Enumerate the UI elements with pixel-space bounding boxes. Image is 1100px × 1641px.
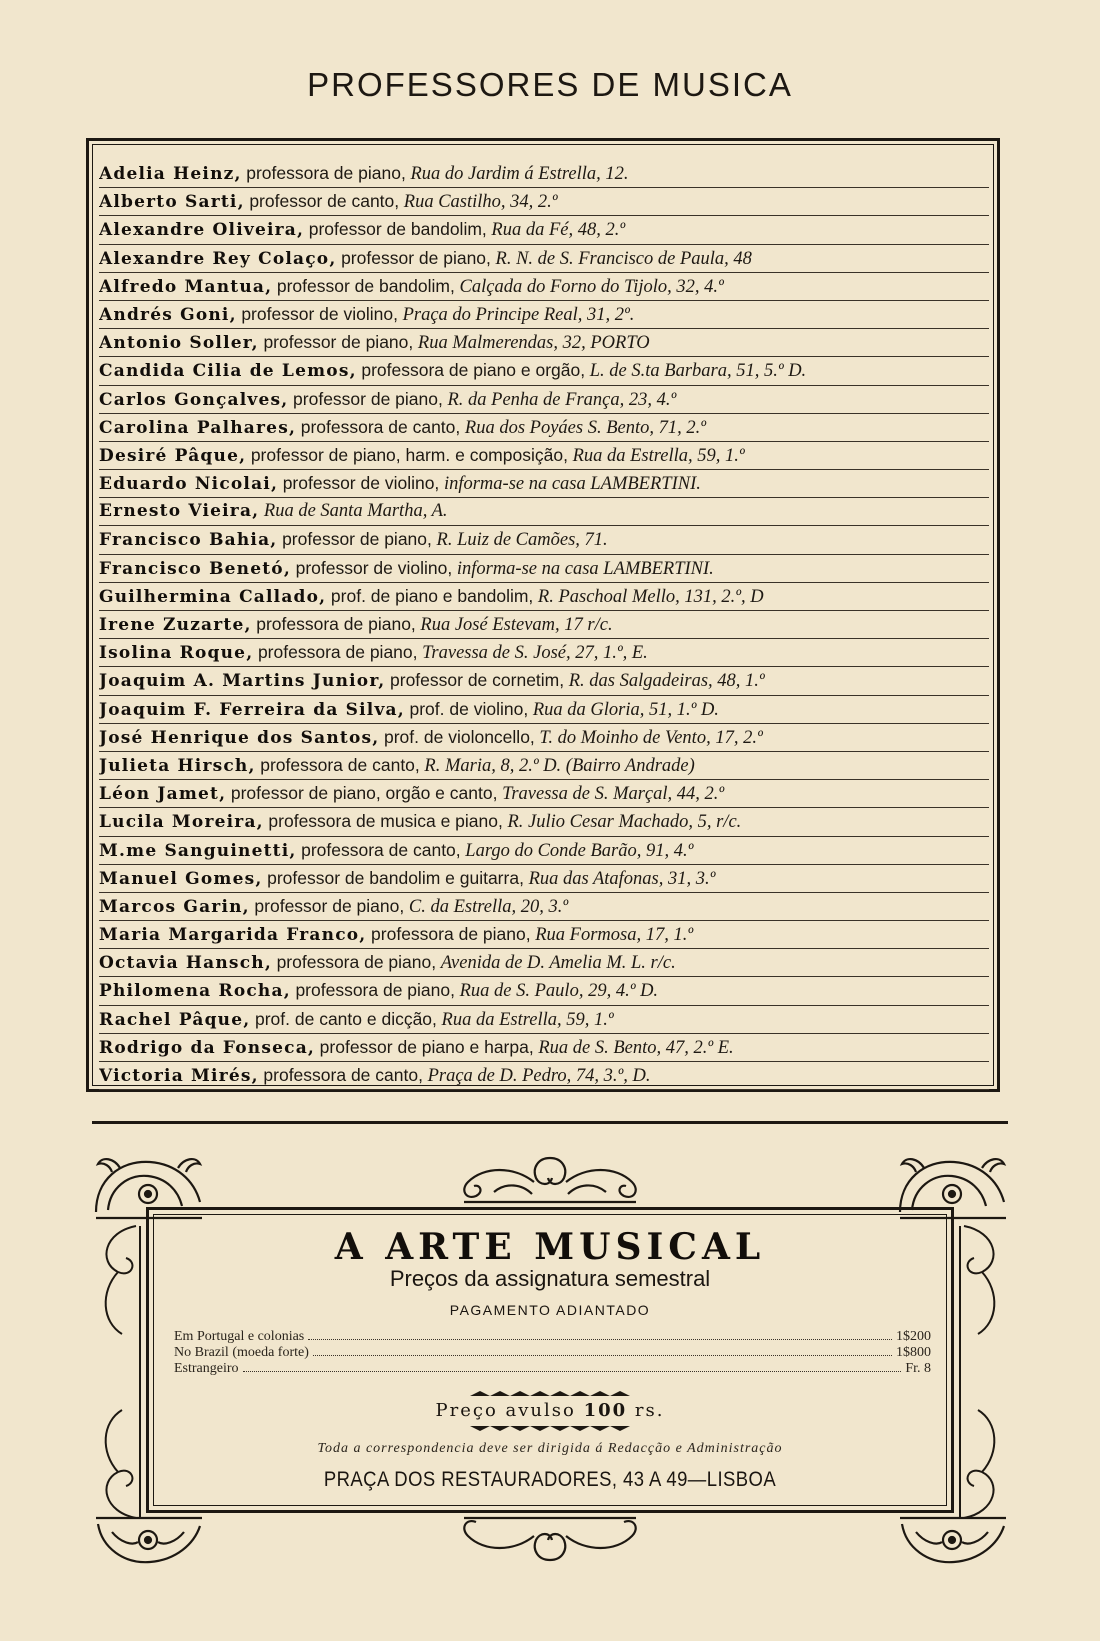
teacher-role: professor de bandolim e guitarra, <box>267 867 524 888</box>
directory-entry <box>99 301 989 329</box>
payment-note: PAGAMENTO ADIANTADO <box>449 1302 651 1318</box>
teacher-address: Praça de D. Pedro, 74, 3.º, D. <box>427 1066 651 1086</box>
teacher-name: Victoria Mirés, <box>99 1066 259 1086</box>
teacher-role: professor de violino, <box>295 557 453 578</box>
teacher-name: Julieta Hirsch, <box>99 755 256 776</box>
price-row <box>174 1361 931 1377</box>
single-issue-price <box>0 1400 1100 1421</box>
single-issue-unit: rs. <box>634 1400 665 1421</box>
teacher-role: professora de piano e orgão, <box>361 360 586 381</box>
teacher-address: R. N. de S. Francisco de Paula, 48 <box>495 248 752 269</box>
teacher-name: Joaquim F. Ferreira da Silva, <box>99 699 405 720</box>
directory-entry <box>99 893 989 921</box>
single-issue-label: Preço avulso <box>435 1400 576 1421</box>
teacher-name: Carlos Gonçalves, <box>99 389 289 410</box>
decorative-rule-lower <box>470 1424 630 1432</box>
teacher-role: professor de canto, <box>249 191 400 212</box>
teacher-name: Alexandre Oliveira, <box>99 220 305 241</box>
teacher-address: R. Julio Cesar Machado, 5, r/c. <box>507 812 742 833</box>
correspondence-note: Toda a correspondencia deve ser dirigida á Redacção e Administração <box>317 1441 783 1456</box>
teacher-role: professor de piano, <box>263 332 414 353</box>
teacher-address: Rua Malmerendas, 32, PORTO <box>417 333 650 354</box>
advert-title: A ARTE MUSICAL <box>334 1226 766 1268</box>
teacher-name: Candida Cilia de Lemos, <box>99 361 357 382</box>
directory-entry <box>99 837 989 865</box>
teacher-role: professor de piano, <box>282 529 432 550</box>
teacher-address: Rua da Gloria, 51, 1.º D. <box>532 699 719 720</box>
teacher-role: professora de piano, <box>371 924 531 945</box>
teacher-role: professora de canto, <box>260 754 420 775</box>
price-label: No Brazil (moeda forte) <box>174 1345 309 1360</box>
teacher-name: Andrés Goni, <box>99 304 237 325</box>
teacher-name: Antonio Soller, <box>99 333 259 354</box>
teacher-role: professora de piano, <box>295 980 455 1001</box>
teacher-name: M.me Sanguinetti, <box>99 840 297 861</box>
price-label: Em Portugal e colonias <box>174 1329 305 1344</box>
teacher-role: professora de canto, <box>301 839 461 860</box>
directory-entry <box>99 329 989 357</box>
teacher-name: José Henrique dos Santos, <box>99 727 380 748</box>
single-issue-amount: 100 <box>583 1400 628 1421</box>
teacher-name: Alberto Sarti, <box>99 192 245 213</box>
directory-entry <box>99 611 989 639</box>
teacher-address: Rua José Estevam, 17 r/c. <box>420 615 613 635</box>
teacher-address: R. Luiz de Camões, 71. <box>436 530 608 551</box>
teacher-address: Rua Formosa, 17, 1.º <box>535 925 694 946</box>
center-ornament-bottom <box>454 1514 646 1566</box>
dot-leader <box>308 1339 892 1340</box>
directory-entry <box>99 245 989 273</box>
directory-entry <box>99 498 989 526</box>
dot-leader <box>243 1371 902 1372</box>
advert-subtitle: Preços da assignatura semestral <box>389 1266 711 1291</box>
teacher-role: professor de piano e harpa, <box>319 1036 534 1057</box>
teacher-role: professor de piano, <box>341 247 491 268</box>
teacher-address: Praça do Principe Real, 31, 2º. <box>402 304 635 325</box>
teacher-address: Travessa de S. José, 27, 1.º, E. <box>422 643 648 664</box>
teacher-address: Rua do Jardim á Estrella, 12. <box>410 164 629 184</box>
directory-entry <box>99 921 989 949</box>
center-ornament-top <box>454 1152 646 1206</box>
teacher-name: Eduardo Nicolai, <box>99 474 279 495</box>
directory-entry <box>99 386 989 414</box>
directory-entry <box>99 583 989 611</box>
teacher-address: Rua de Santa Martha, A. <box>263 501 448 522</box>
directory-box <box>86 138 1000 1092</box>
directory-entry <box>99 555 989 583</box>
teacher-address: C. da Estrella, 20, 3.º <box>408 896 569 917</box>
teacher-role: prof. de violoncello, <box>384 726 535 747</box>
teacher-address: R. das Salgadeiras, 48, 1.º <box>568 671 765 692</box>
price-value: Fr. 8 <box>905 1361 931 1376</box>
directory-entry <box>99 639 989 667</box>
advert-address: PRAÇA DOS RESTAURADORES, 43 A 49—LISBOA <box>323 1468 777 1491</box>
decorative-rule-upper <box>470 1390 630 1398</box>
directory-entry <box>99 696 989 724</box>
price-row <box>174 1329 931 1345</box>
teacher-name: Isolina Roque, <box>99 643 254 664</box>
teacher-address: Largo do Conde Barão, 91, 4.º <box>465 840 694 861</box>
teacher-name: Alexandre Rey Colaço, <box>99 248 337 269</box>
directory-entry <box>99 865 989 893</box>
teacher-address: R. Paschoal Mello, 131, 2.º, D <box>537 586 764 607</box>
teacher-name: Manuel Gomes, <box>99 868 263 889</box>
directory-entry <box>99 1062 989 1090</box>
teacher-role: professor de piano, <box>254 895 405 916</box>
teacher-name: Irene Zuzarte, <box>99 615 252 635</box>
section-divider <box>92 1121 1008 1124</box>
corner-ornament-bottom-right <box>894 1512 1010 1572</box>
teacher-role: professor de cornetim, <box>390 670 565 691</box>
teacher-address: Rua das Atafonas, 31, 3.º <box>528 868 716 889</box>
teacher-address: T. do Moinho de Vento, 17, 2.º <box>539 727 763 748</box>
page-title: PROFESSORES DE MUSICA <box>307 66 793 103</box>
teacher-name: Lucila Moreira, <box>99 812 264 833</box>
teacher-address: R. da Penha de França, 23, 4.º <box>447 389 677 410</box>
teacher-name: Joaquim A. Martins Junior, <box>99 671 386 692</box>
teacher-address: Avenida de D. Amelia M. L. r/c. <box>440 953 676 974</box>
teacher-name: Alfredo Mantua, <box>99 276 273 297</box>
directory-list <box>99 160 989 1090</box>
directory-entry <box>99 357 989 385</box>
teacher-role: professora de piano, <box>276 952 437 973</box>
teacher-name: Marcos Garin, <box>99 896 250 917</box>
teacher-name: Desiré Pâque, <box>99 445 247 466</box>
teacher-name: Adelia Heinz, <box>99 164 242 184</box>
teacher-address: Rua de S. Paulo, 29, 4.º D. <box>459 981 659 1002</box>
directory-entry <box>99 160 989 188</box>
price-list <box>174 1329 931 1377</box>
directory-entry <box>99 808 989 836</box>
teacher-role: professor de piano, <box>293 388 443 409</box>
teacher-address: L. de S.ta Barbara, 51, 5.º D. <box>589 361 807 382</box>
teacher-role: professor de piano, harm. e composição, <box>250 444 568 465</box>
teacher-role: professora de piano, <box>257 642 418 663</box>
teacher-name: Carolina Palhares, <box>99 417 297 438</box>
teacher-address: informa-se na casa LAMBERTINI. <box>443 474 701 495</box>
teacher-address: Travessa de S. Marçal, 44, 2.º <box>502 784 725 805</box>
teacher-name: Octavia Hansch, <box>99 953 272 974</box>
teacher-role: professora de canto, <box>300 416 461 437</box>
directory-entry <box>99 724 989 752</box>
teacher-address: Calçada do Forno do Tijolo, 32, 4.º <box>459 276 724 297</box>
directory-entry <box>99 949 989 977</box>
teacher-name: Rodrigo da Fonseca, <box>99 1037 316 1058</box>
price-value: 1$200 <box>896 1329 931 1344</box>
price-value: 1$800 <box>896 1345 931 1360</box>
teacher-address: R. Maria, 8, 2.º D. (Bairro Andrade) <box>424 755 695 776</box>
teacher-name: Rachel Pâque, <box>99 1009 251 1030</box>
dot-leader <box>313 1355 892 1356</box>
teacher-name: Léon Jamet, <box>99 784 227 805</box>
teacher-role: professor de piano, orgão e canto, <box>230 783 498 804</box>
teacher-address: Rua dos Poyáes S. Bento, 71, 2.º <box>464 417 706 438</box>
teacher-role: prof. de piano e bandolim, <box>330 585 534 606</box>
teacher-role: professora de piano, <box>256 614 416 634</box>
teacher-role: professor de bandolim, <box>276 275 455 296</box>
teacher-role: professora de canto, <box>263 1065 423 1085</box>
teacher-name: Francisco Bahia, <box>99 530 278 551</box>
directory-entry <box>99 667 989 695</box>
teacher-role: prof. de violino, <box>409 698 529 719</box>
teacher-role: professora de piano, <box>246 163 406 183</box>
teacher-address: Rua de S. Bento, 47, 2.º E. <box>538 1037 734 1058</box>
teacher-name: Francisco Benetó, <box>99 558 291 579</box>
teacher-address: Rua da Estrella, 59, 1.º <box>441 1009 614 1030</box>
directory-entry <box>99 1006 989 1034</box>
teacher-role: professor de bandolim, <box>308 219 487 240</box>
teacher-name: Ernesto Vieira, <box>99 501 260 522</box>
directory-entry <box>99 442 989 470</box>
teacher-address: Rua da Fé, 48, 2.º <box>491 220 626 241</box>
directory-entry <box>99 188 989 216</box>
teacher-role: professor de violino, <box>282 473 440 494</box>
directory-entry <box>99 526 989 554</box>
directory-entry <box>99 1034 989 1062</box>
directory-entry <box>99 752 989 780</box>
teacher-address: Rua da Estrella, 59, 1.º <box>572 445 745 466</box>
directory-entry <box>99 470 989 498</box>
teacher-role: professora de musica e piano, <box>268 811 503 832</box>
directory-entry <box>99 216 989 244</box>
teacher-name: Guilhermina Callado, <box>99 586 327 607</box>
directory-entry <box>99 780 989 808</box>
teacher-name: Maria Margarida Franco, <box>99 925 367 946</box>
directory-entry <box>99 273 989 301</box>
teacher-role: professor de violino, <box>241 303 398 324</box>
teacher-name: Philomena Rocha, <box>99 981 291 1002</box>
teacher-address: informa-se na casa LAMBERTINI. <box>456 558 714 579</box>
teacher-role: prof. de canto e dicção, <box>254 1008 437 1029</box>
directory-entry <box>99 977 989 1005</box>
teacher-address: Rua Castilho, 34, 2.º <box>403 192 558 213</box>
price-row <box>174 1345 931 1361</box>
directory-entry <box>99 414 989 442</box>
corner-ornament-bottom-left <box>90 1512 206 1572</box>
price-label: Estrangeiro <box>174 1361 239 1376</box>
